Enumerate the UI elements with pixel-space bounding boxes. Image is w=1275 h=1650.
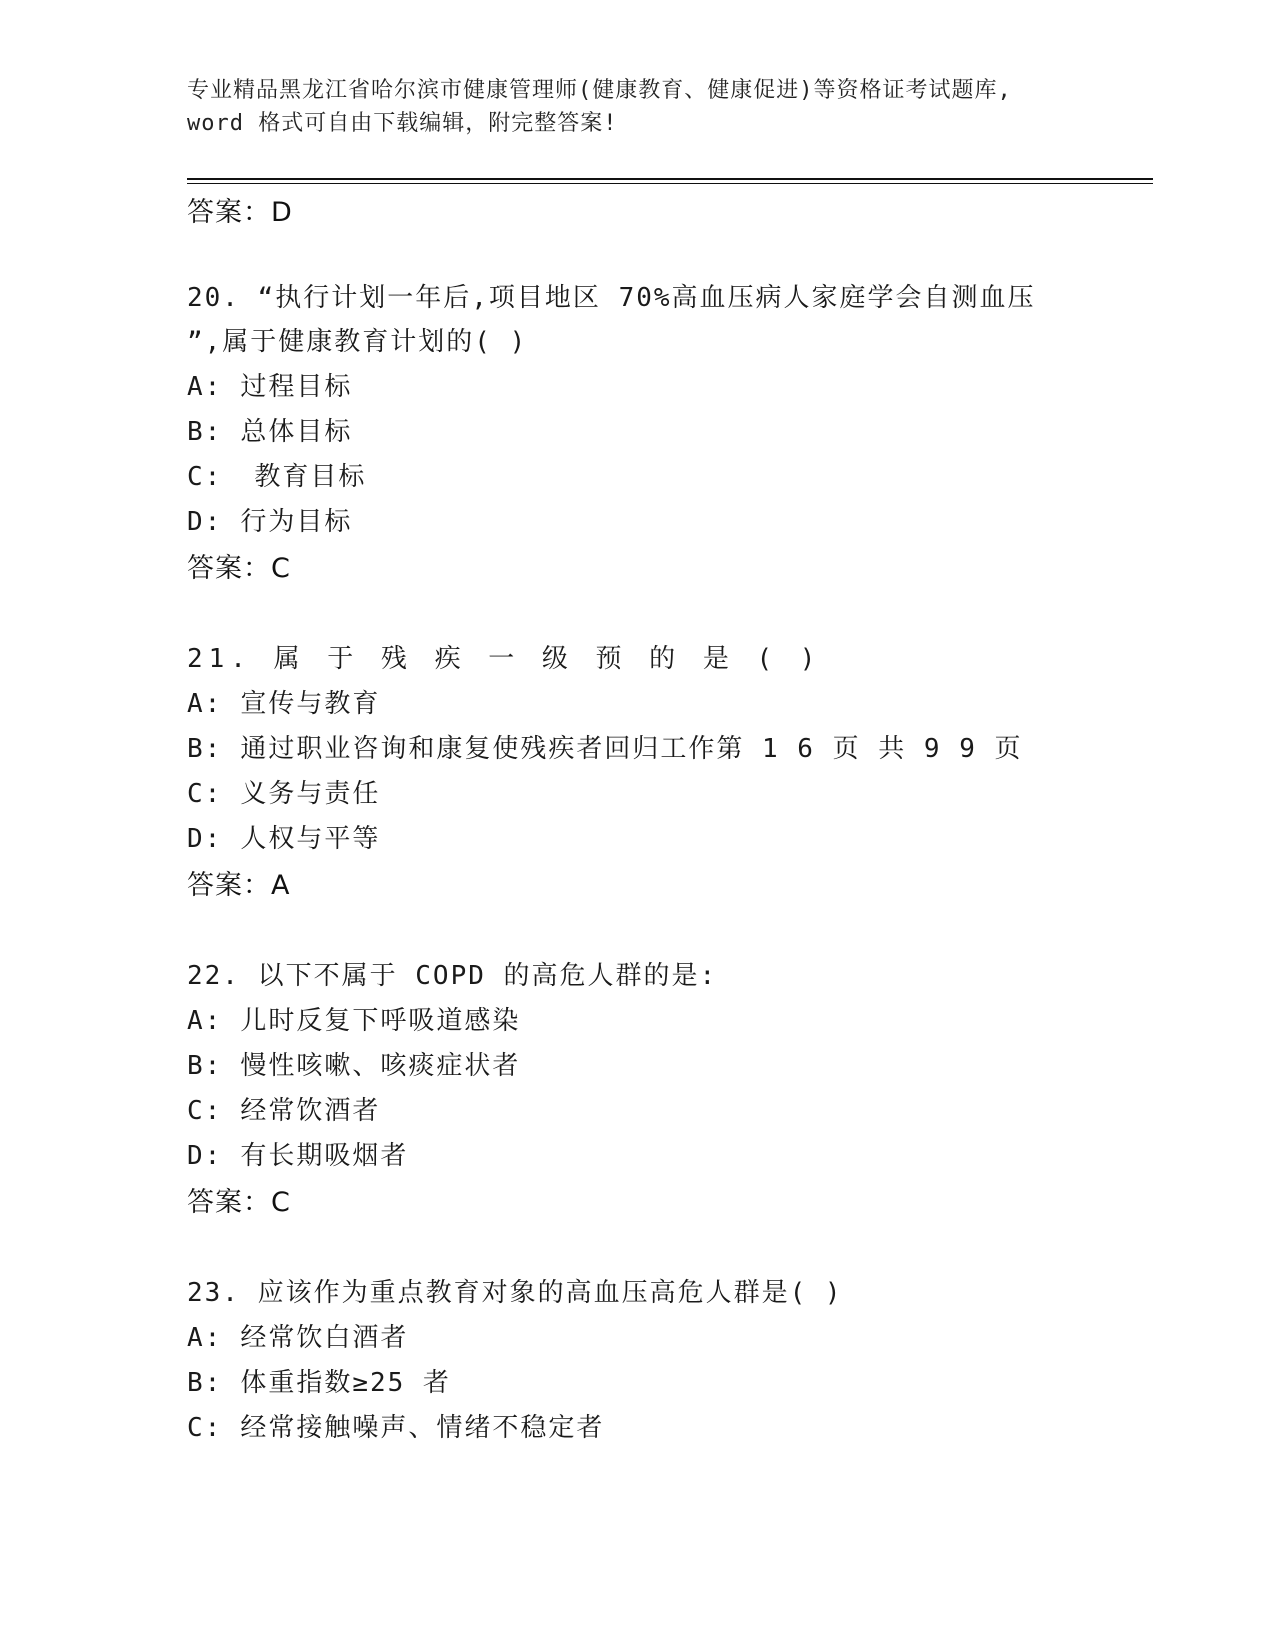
option-label: D: bbox=[187, 824, 223, 854]
option-label: A: bbox=[187, 1323, 223, 1353]
option-label: A: bbox=[187, 372, 223, 402]
q21-option-b bbox=[187, 728, 1023, 765]
q22-answer: 答案：C bbox=[187, 1187, 291, 1218]
option-label: A: bbox=[187, 689, 223, 719]
q20-option-c bbox=[187, 456, 366, 493]
q23-option-c bbox=[187, 1407, 604, 1444]
q21-option-c bbox=[187, 773, 380, 810]
header-rule-thin bbox=[187, 183, 1153, 184]
option-text: 经常饮酒者 bbox=[240, 1096, 381, 1126]
option-text: 人权与平等 bbox=[240, 824, 381, 854]
option-text: 慢性咳嗽、咳痰症状者 bbox=[240, 1051, 521, 1081]
header-line-1: 专业精品黑龙江省哈尔滨市健康管理师(健康教育、健康促进)等资格证考试题库, bbox=[187, 78, 1012, 103]
option-label: B: bbox=[187, 1051, 223, 1081]
q20-answer: 答案：C bbox=[187, 553, 291, 584]
option-text: 宣传与教育 bbox=[240, 689, 381, 719]
q20-option-b bbox=[187, 411, 352, 448]
option-text: 有长期吸烟者 bbox=[240, 1141, 409, 1171]
q20-stem-line-2: ”,属于健康教育计划的( ) bbox=[187, 327, 528, 357]
option-label: B: bbox=[187, 734, 223, 764]
option-text: 总体目标 bbox=[240, 417, 353, 447]
option-text: 通过职业咨询和康复使残疾者回归工作第 1 6 页 共 9 9 页 bbox=[240, 734, 1023, 764]
answer-prev: 答案：D bbox=[187, 197, 293, 228]
option-text: 经常接触噪声、情绪不稳定者 bbox=[240, 1413, 605, 1443]
header-rule-thick bbox=[187, 178, 1153, 180]
q21-stem bbox=[187, 638, 821, 675]
q23-option-b bbox=[187, 1362, 451, 1399]
q20-option-a bbox=[187, 366, 352, 403]
option-text: 儿时反复下呼吸道感染 bbox=[240, 1006, 521, 1036]
option-label: C: bbox=[187, 1096, 223, 1126]
q22-option-b bbox=[187, 1045, 520, 1082]
option-text: 教育目标 bbox=[254, 462, 367, 492]
q22-stem: 22. 以下不属于 COPD 的高危人群的是: bbox=[187, 961, 718, 991]
option-text: 过程目标 bbox=[240, 372, 353, 402]
q22-option-a bbox=[187, 1000, 520, 1037]
q22-option-d bbox=[187, 1135, 408, 1172]
document-header bbox=[187, 74, 1087, 140]
option-label: D: bbox=[187, 507, 223, 537]
q21-option-d bbox=[187, 818, 380, 855]
option-label: C: bbox=[187, 1413, 223, 1443]
option-text: 经常饮白酒者 bbox=[240, 1323, 409, 1353]
option-label: B: bbox=[187, 417, 223, 447]
option-label: B: bbox=[187, 1368, 223, 1398]
q21-option-a bbox=[187, 683, 380, 720]
q23-option-a bbox=[187, 1317, 408, 1354]
q20-option-d bbox=[187, 501, 352, 538]
option-label: C: bbox=[187, 462, 223, 492]
q23-stem: 23. 应该作为重点教育对象的高血压高危人群是( ) bbox=[187, 1278, 843, 1308]
q21-stem-text: 21. 属 于 残 疾 一 级 预 的 是 ( ) bbox=[187, 644, 822, 674]
option-label: A: bbox=[187, 1006, 223, 1036]
option-text: 体重指数≥25 者 bbox=[240, 1368, 451, 1398]
q20-stem-line-1: 20. “执行计划一年后,项目地区 70%高血压病人家庭学会自测血压 bbox=[187, 283, 1036, 313]
q21-answer: 答案：A bbox=[187, 870, 291, 901]
option-text: 义务与责任 bbox=[240, 779, 381, 809]
option-label: C: bbox=[187, 779, 223, 809]
header-line-2: word 格式可自由下载编辑，附完整答案! bbox=[187, 111, 618, 136]
option-label: D: bbox=[187, 1141, 223, 1171]
option-text: 行为目标 bbox=[240, 507, 353, 537]
q22-option-c bbox=[187, 1090, 380, 1127]
